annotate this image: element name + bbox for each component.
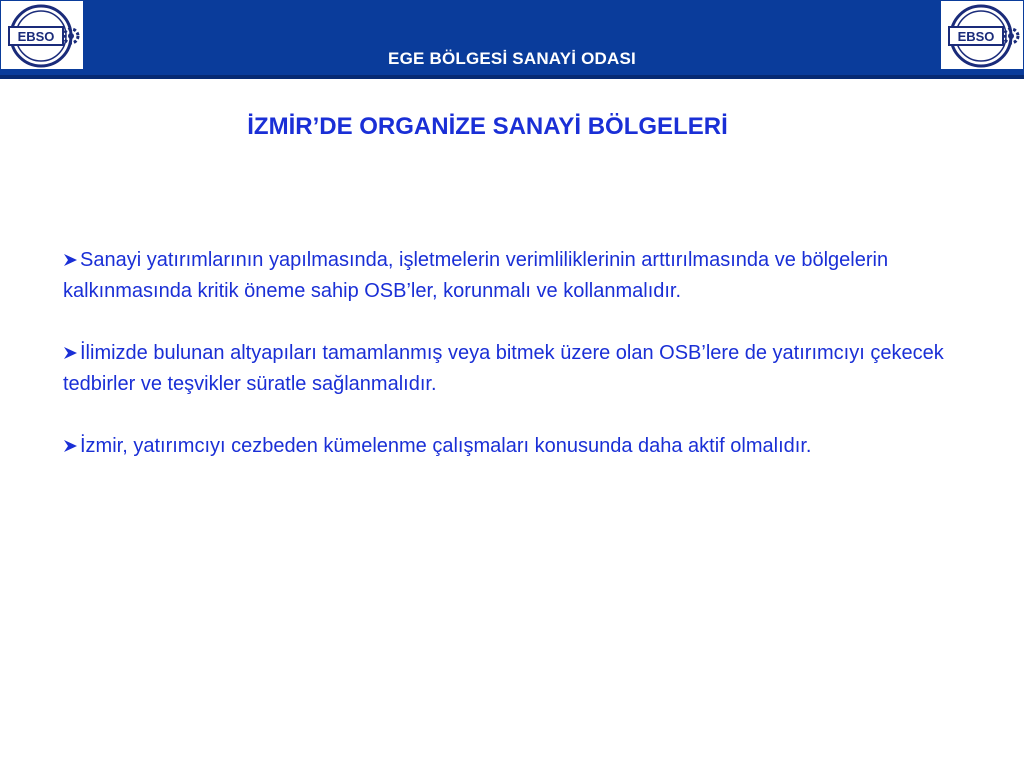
bullet-text: İlimizde bulunan altyapıları tamamlanmış veya bitmek üzere olan OSB’lere de yatırımcıyı çekecek tedbirler ve teşvikler süratle sağlanmalıdır. [63, 342, 944, 395]
bullet-item [63, 431, 953, 462]
arrow-bullet-icon [63, 439, 78, 453]
bullet-item [63, 245, 953, 307]
arrow-bullet-icon [63, 253, 78, 267]
bullet-text: Sanayi yatırımlarının yapılmasında, işletmelerin verimliliklerinin arttırılmasında ve bölgelerin kalkınmasında kritik öneme sahip OSB’ler, korunmalı ve kollanmalıdır. [63, 249, 889, 302]
header-bar [0, 0, 1024, 79]
bullet-list [63, 245, 953, 493]
arrow-bullet-icon [63, 346, 78, 360]
slide-title: İZMİR’DE ORGANİZE SANAYİ BÖLGELERİ [247, 113, 728, 140]
bullet-item [63, 338, 953, 400]
svg-text:EBSO: EBSO [957, 29, 995, 44]
header-title: EGE BÖLGESİ SANAYİ ODASI [388, 49, 636, 68]
svg-text:EBSO: EBSO [17, 29, 55, 44]
bullet-text: İzmir, yatırımcıyı cezbeden kümelenme çalışmaları konusunda daha aktif olmalıdır. [80, 435, 812, 457]
